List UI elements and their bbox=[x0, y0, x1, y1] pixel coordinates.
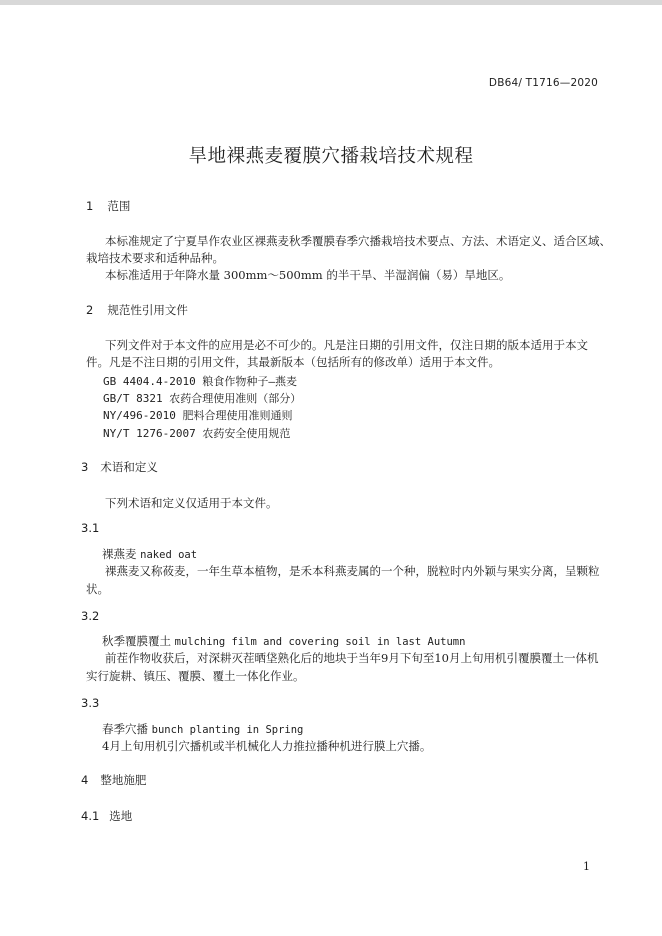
term-en: mulching film and covering soil in last Autumn bbox=[174, 636, 466, 648]
document-code: DB64/ T1716—2020 bbox=[488, 77, 598, 89]
reference-item: NY/496-2010 肥料合理使用准则通则 bbox=[103, 409, 293, 422]
section-2-heading bbox=[86, 302, 188, 318]
section-title: 规范性引用文件 bbox=[107, 303, 188, 317]
section-1-para2: 本标准适用于年降水量 300mm～500mm 的半干旱、半湿润偏（易）旱地区。 bbox=[105, 268, 511, 282]
term-3-1-def-line1: 裸燕麦又称莜麦，一年生草本植物，是禾本科燕麦属的一个种，脱粒时内外颖与果实分离，呈颗粒 bbox=[105, 564, 600, 578]
scan-top-band bbox=[0, 0, 662, 5]
term-3-1-number: 3.1 bbox=[81, 521, 100, 535]
subsection-4-1-heading bbox=[81, 808, 132, 824]
section-number: 4 bbox=[81, 773, 89, 787]
term-3-3-def-line1: 4月上旬用机引穴播机或半机械化人力推拉播种机进行膜上穴播。 bbox=[102, 739, 432, 753]
term-zh: 裸燕麦 bbox=[102, 547, 137, 561]
section-2-para-line2: 件。凡是不注日期的引用文件，其最新版本（包括所有的修改单）适用于本文件。 bbox=[86, 355, 500, 369]
section-4-heading bbox=[81, 772, 146, 788]
section-1-para1-line1: 本标准规定了宁夏旱作农业区裸燕麦秋季覆膜春季穴播栽培技术要点、方法、术语定义、适合区域、 bbox=[105, 234, 611, 248]
section-title: 术语和定义 bbox=[100, 460, 158, 474]
section-title: 范围 bbox=[107, 199, 131, 213]
section-title: 整地施肥 bbox=[100, 773, 147, 787]
term-3-2-number: 3.2 bbox=[81, 609, 100, 623]
page-number: 1 bbox=[583, 860, 590, 873]
section-number: 3 bbox=[81, 460, 89, 474]
reference-item: NY/T 1276-2007 农药安全使用规范 bbox=[103, 427, 291, 440]
subsection-number: 4.1 bbox=[81, 809, 100, 823]
term-3-2-def-line2: 实行旋耕、镇压、覆膜、覆土一体化作业。 bbox=[86, 669, 305, 683]
reference-item: GB 4404.4-2010 粮食作物种子—燕麦 bbox=[103, 375, 297, 388]
term-zh: 秋季覆膜覆土 bbox=[102, 634, 171, 648]
page-title: 旱地裸燕麦覆膜穴播栽培技术规程 bbox=[188, 146, 474, 167]
term-3-2-title bbox=[102, 633, 465, 649]
term-3-3-title bbox=[102, 721, 303, 737]
term-3-1-title bbox=[102, 546, 197, 562]
reference-item: GB/T 8321 农药合理使用准则（部分） bbox=[103, 392, 302, 405]
section-number: 1 bbox=[86, 199, 94, 213]
term-3-1-def-line2: 状。 bbox=[86, 582, 109, 596]
term-3-2-def-line1: 前茬作物收获后，对深耕灭茬晒垡熟化后的地块于当年9月下旬至10月上旬用机引覆膜覆土一体机 bbox=[105, 651, 599, 665]
section-1-para1-line2: 栽培技术要求和适种品种。 bbox=[86, 251, 224, 265]
section-3-heading bbox=[81, 459, 158, 475]
term-en: bunch planting in Spring bbox=[151, 724, 304, 736]
section-1-heading bbox=[86, 198, 130, 214]
section-3-intro: 下列术语和定义仅适用于本文件。 bbox=[105, 496, 278, 510]
term-3-3-number: 3.3 bbox=[81, 696, 100, 710]
term-en: naked oat bbox=[140, 549, 198, 561]
subsection-title: 选地 bbox=[109, 809, 133, 823]
term-zh: 春季穴播 bbox=[102, 722, 148, 736]
section-2-para-line1: 下列文件对于本文件的应用是必不可少的。凡是注日期的引用文件，仅注日期的版本适用于本文 bbox=[105, 338, 588, 352]
section-number: 2 bbox=[86, 303, 94, 317]
